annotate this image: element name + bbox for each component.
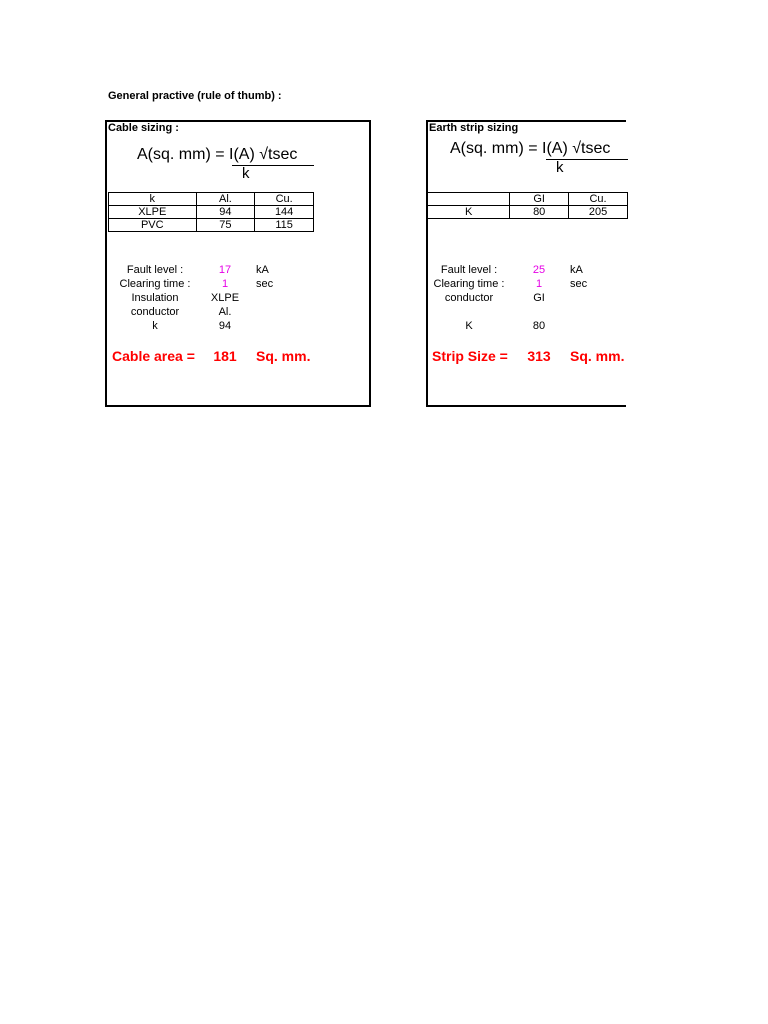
table-cell: 205: [569, 206, 628, 219]
table-cell: Al.: [196, 193, 255, 206]
cable-panel-title: Cable sizing :: [108, 122, 179, 134]
table-header-row: [428, 193, 628, 206]
param-label: Clearing time :: [119, 278, 191, 290]
earth-k-table: [428, 192, 628, 219]
earth-result-unit: Sq. mm.: [570, 348, 625, 364]
earth-strip-panel: [426, 120, 626, 407]
param-label: Clearing time :: [433, 278, 505, 290]
earth-formula-denominator: k: [556, 159, 564, 176]
table-row: [109, 219, 314, 232]
earth-panel-title: Earth strip sizing: [429, 122, 519, 134]
cable-result-unit: Sq. mm.: [256, 348, 311, 364]
param-value-input: 1: [535, 278, 543, 290]
param-value-input: 17: [218, 264, 232, 276]
table-cell: Cu.: [255, 193, 314, 206]
param-unit: kA: [256, 264, 269, 276]
page-heading: General practive (rule of thumb) :: [108, 90, 282, 102]
cable-k-table: [108, 192, 314, 232]
cable-result-value: 181: [213, 348, 237, 364]
table-cell: K: [428, 206, 510, 219]
table-cell: 144: [255, 206, 314, 219]
cable-sizing-panel: [105, 120, 371, 407]
param-label: k: [152, 320, 158, 332]
earth-result-value: 313: [527, 348, 551, 364]
table-row: [109, 206, 314, 219]
param-value: XLPE: [210, 292, 240, 304]
param-label: K: [465, 320, 473, 332]
param-label: Fault level :: [440, 264, 498, 276]
table-header-row: [109, 193, 314, 206]
param-value: 80: [532, 320, 546, 332]
earth-result-label: Strip Size =: [432, 348, 508, 364]
param-label: conductor: [444, 292, 494, 304]
cable-result-label: Cable area =: [112, 348, 195, 364]
param-value: 94: [218, 320, 232, 332]
earth-formula: A(sq. mm) = I(A) √tsec: [450, 140, 611, 157]
param-label: Fault level :: [126, 264, 184, 276]
param-unit: sec: [256, 278, 274, 290]
table-cell: XLPE: [109, 206, 197, 219]
param-label: Insulation: [131, 292, 179, 304]
cable-formula-denominator: k: [242, 165, 250, 182]
table-cell: Cu.: [569, 193, 628, 206]
table-cell: [428, 193, 510, 206]
table-cell: GI: [510, 193, 569, 206]
table-row: [428, 206, 628, 219]
param-value-input: 1: [221, 278, 229, 290]
param-value-input: 25: [532, 264, 546, 276]
param-value: GI: [533, 292, 545, 304]
table-cell: 115: [255, 219, 314, 232]
cable-formula: A(sq. mm) = I(A) √tsec: [137, 146, 298, 163]
param-unit: kA: [570, 264, 583, 276]
table-cell: 94: [196, 206, 255, 219]
table-cell: PVC: [109, 219, 197, 232]
table-cell: 80: [510, 206, 569, 219]
param-value: Al.: [218, 306, 232, 318]
param-unit: sec: [570, 278, 588, 290]
table-cell: 75: [196, 219, 255, 232]
table-cell: k: [109, 193, 197, 206]
param-label: conductor: [130, 306, 180, 318]
